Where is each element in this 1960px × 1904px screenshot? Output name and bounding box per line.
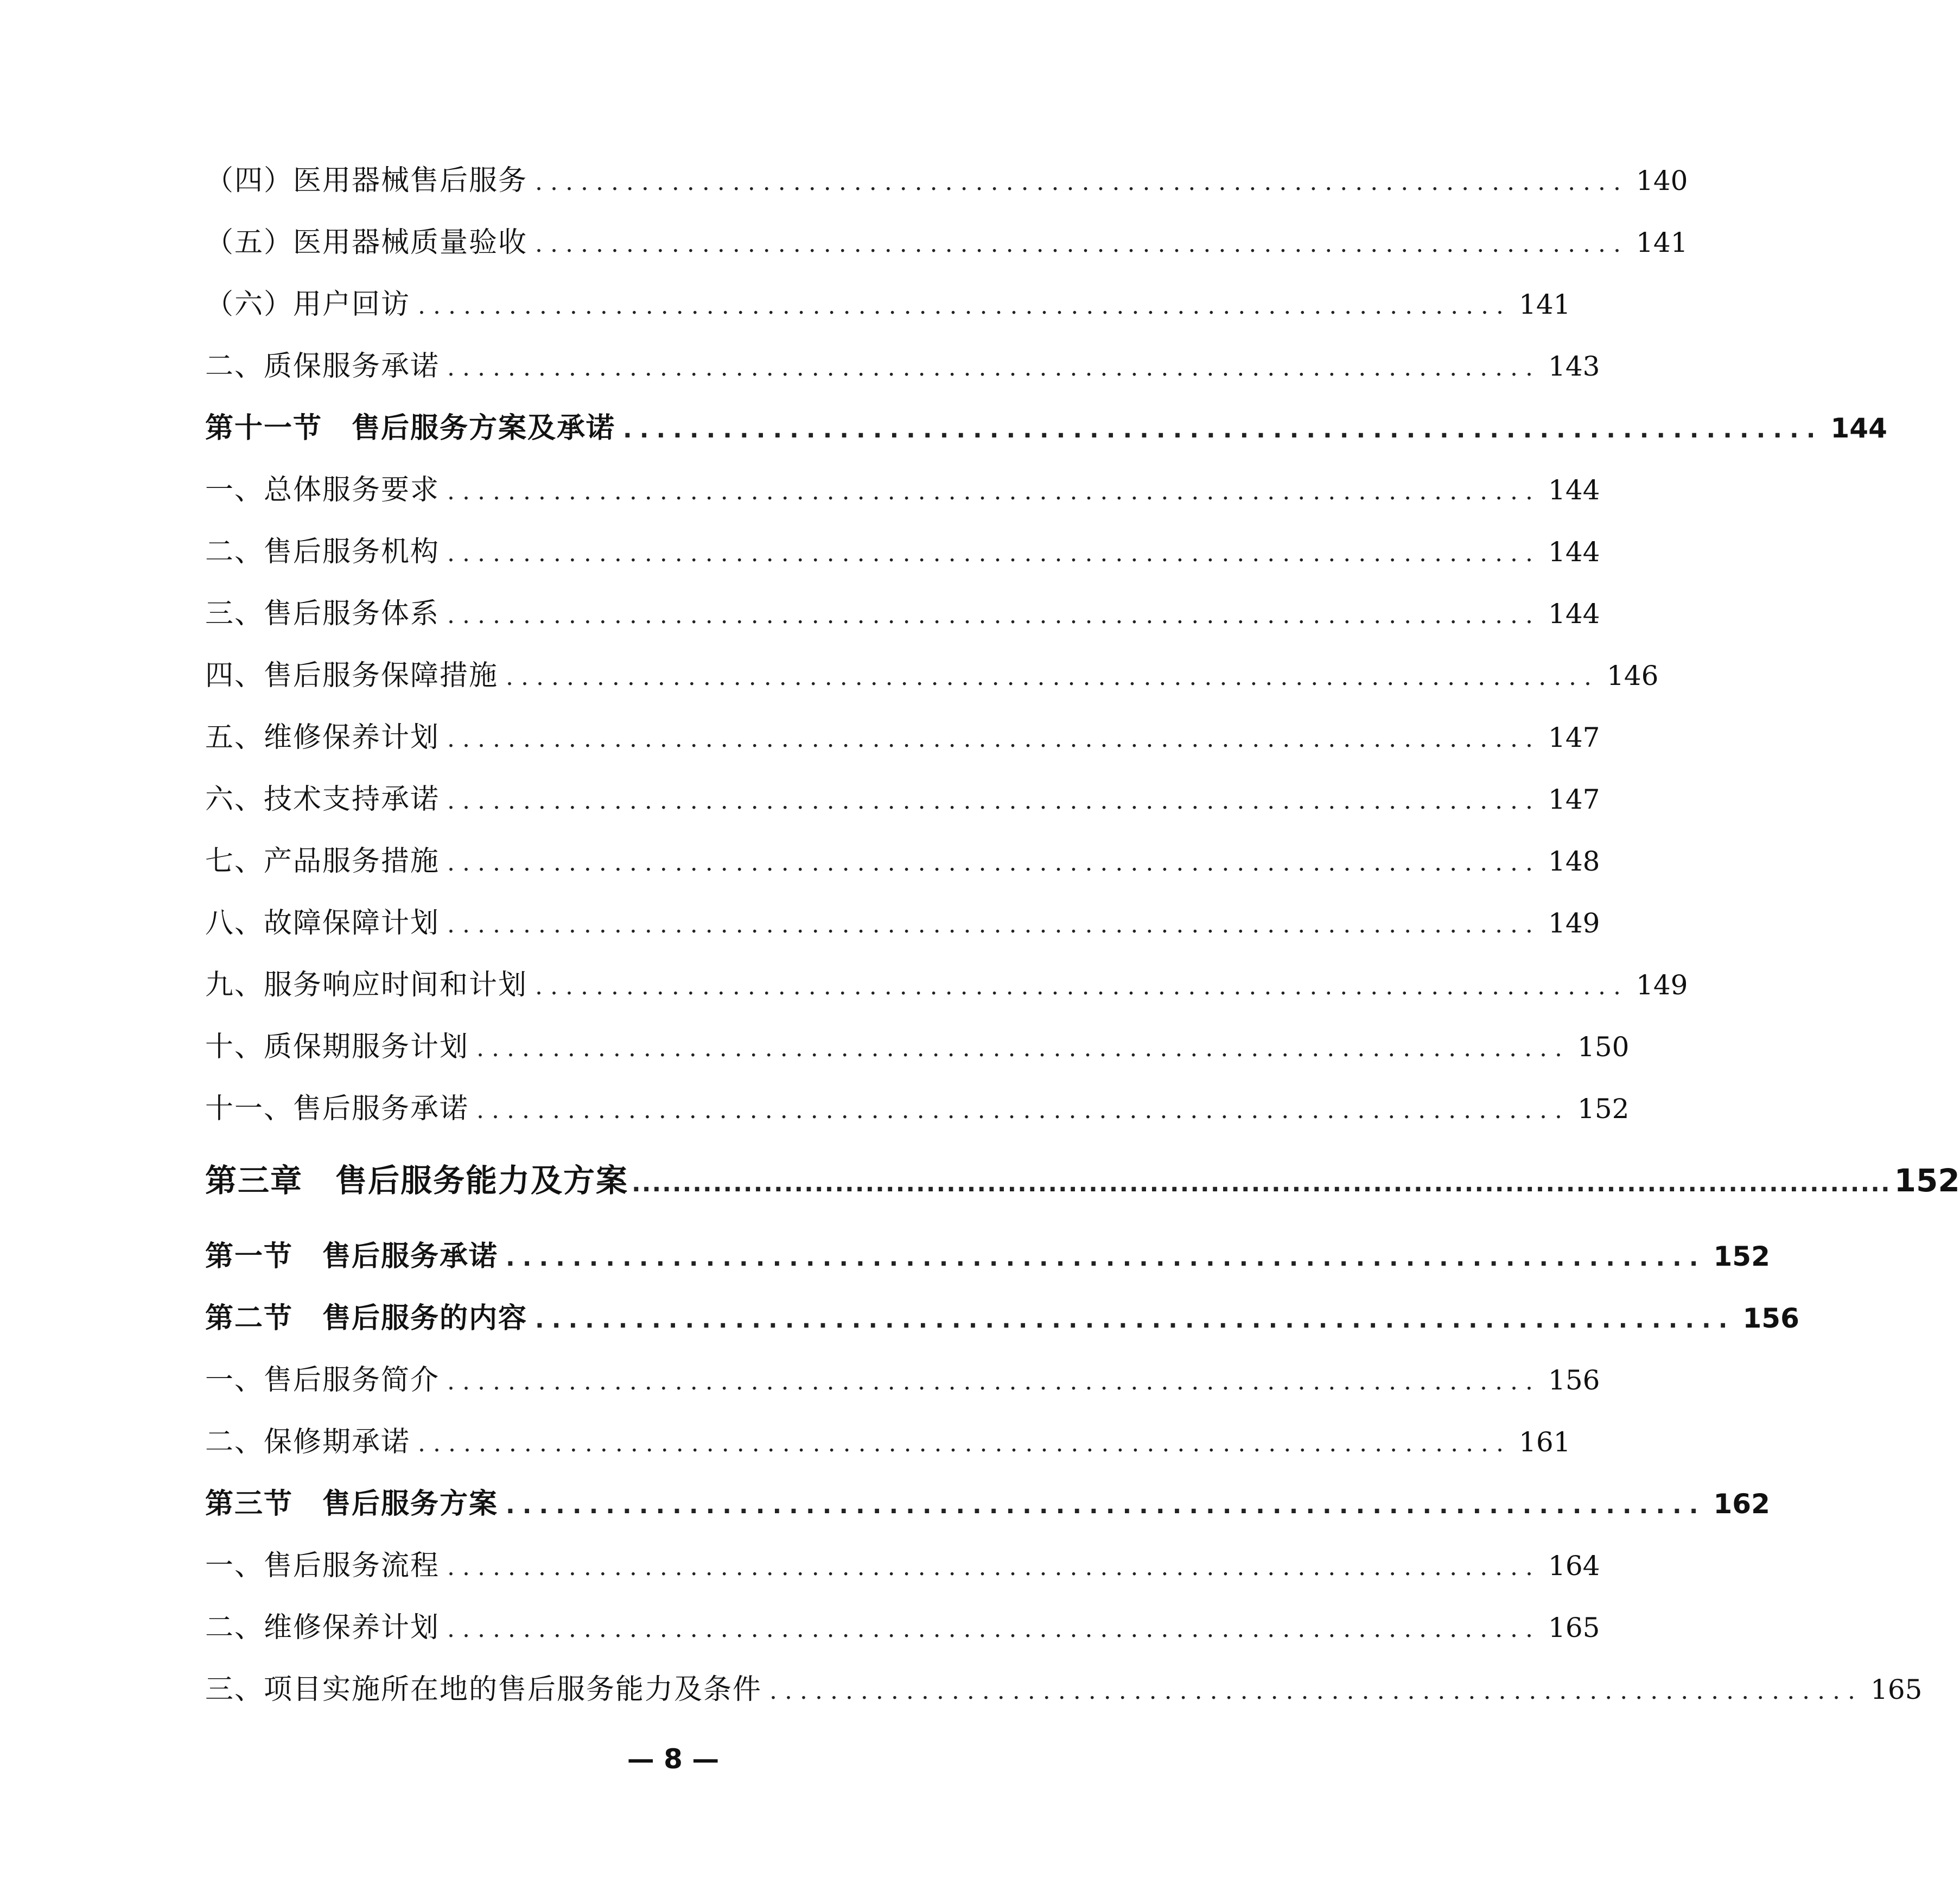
toc-entry-label: （四）医用器械售后服务 <box>205 164 528 197</box>
toc-entry-page: 156 <box>1548 1364 1600 1396</box>
toc-entry-page: 164 <box>1548 1550 1600 1582</box>
toc-entry-label: 七、产品服务措施 <box>205 845 440 878</box>
toc-entry-page: 165 <box>1548 1612 1600 1643</box>
toc-entry-label: （六）用户回访 <box>205 288 411 321</box>
toc-entry-label: 第一节 售后服务承诺 <box>205 1240 499 1273</box>
toc-entry[interactable] <box>205 281 1571 330</box>
dot-leader: ........................................................................ <box>447 540 1541 567</box>
toc-entry[interactable] <box>205 838 1600 887</box>
toc-entry-page: 144 <box>1548 536 1600 568</box>
toc-entry[interactable] <box>205 776 1600 825</box>
toc-entry-page: 165 <box>1870 1674 1923 1705</box>
toc-entry[interactable] <box>205 219 1688 268</box>
toc-entry[interactable] <box>205 343 1600 392</box>
toc-entry-page: 162 <box>1713 1488 1770 1520</box>
toc-entry-label: 第十一节 售后服务方案及承诺 <box>205 412 616 445</box>
dot-leader: ........................................................................ <box>418 292 1512 320</box>
toc-entry-page: 144 <box>1830 412 1887 444</box>
toc-entry-label: 一、售后服务流程 <box>205 1550 440 1582</box>
dot-leader: ........................................................................ <box>506 663 1600 691</box>
toc-entry-label: 十一、售后服务承诺 <box>205 1093 469 1125</box>
toc-entry-label: 九、服务响应时间和计划 <box>205 969 528 1001</box>
toc-entry-label: 二、质保服务承诺 <box>205 350 440 383</box>
toc-entry[interactable] <box>205 1419 1571 1468</box>
dot-leader: ........................................................................ <box>447 478 1541 505</box>
dot-leader: ........................................................................ <box>447 725 1541 753</box>
toc-entry-label: 二、维修保养计划 <box>205 1611 440 1644</box>
toc-section-entry[interactable] <box>205 1481 1770 1529</box>
toc-entry-label: 二、保修期承诺 <box>205 1426 411 1458</box>
toc-entry-label: 一、售后服务简介 <box>205 1364 440 1397</box>
toc-chapter-entry[interactable] <box>205 1155 1960 1204</box>
dot-leader: ........................................................................ <box>418 1430 1512 1457</box>
toc-entry[interactable] <box>205 652 1659 701</box>
dot-leader: ........................................................................ <box>476 1034 1570 1062</box>
dot-leader: ........................................................................ <box>447 1368 1541 1395</box>
toc-entry-page: 150 <box>1577 1031 1630 1063</box>
toc-entry[interactable] <box>205 900 1600 949</box>
toc-entry-page: 147 <box>1548 784 1600 815</box>
toc-entry[interactable] <box>205 962 1688 1011</box>
dot-leader: ........................................................................ <box>447 1553 1541 1581</box>
dot-leader: ........................................................................ <box>447 849 1541 877</box>
toc-entry-page: 148 <box>1548 846 1600 877</box>
toc-entry-label: 一、总体服务要求 <box>205 474 440 506</box>
toc-entry-page: 147 <box>1548 722 1600 753</box>
toc-entry-label: 三、项目实施所在地的售后服务能力及条件 <box>205 1673 762 1706</box>
dot-leader: ........................................................................ <box>535 973 1629 1000</box>
toc-entry-label: 八、故障保障计划 <box>205 907 440 940</box>
toc-entry[interactable] <box>205 1086 1630 1134</box>
dot-leader: ........................................................................ <box>535 1306 1735 1334</box>
toc-entry-label: （五）医用器械质量验收 <box>205 226 528 259</box>
toc-entry-page: 152 <box>1713 1241 1770 1272</box>
toc-entry-page: 149 <box>1548 907 1600 939</box>
toc-entry[interactable] <box>205 529 1600 577</box>
toc-entry-label: 二、售后服务机构 <box>205 536 440 568</box>
toc-entry[interactable] <box>205 467 1600 516</box>
toc-entry-label: 十、质保期服务计划 <box>205 1031 469 1063</box>
toc-entry-page: 140 <box>1636 165 1688 196</box>
toc-entry-page: 152 <box>1577 1093 1630 1125</box>
toc-entry-page: 146 <box>1607 660 1659 691</box>
toc-entry-page: 161 <box>1519 1426 1571 1458</box>
toc-entry-page: 144 <box>1548 598 1600 630</box>
dot-leader: ............................................................................................................................ <box>632 1170 1891 1197</box>
toc-entry-label: 第三节 售后服务方案 <box>205 1488 499 1520</box>
toc-section-entry[interactable] <box>205 1295 1799 1344</box>
dot-leader: ........................................................................ <box>623 416 1823 443</box>
toc-entry-page: 152 <box>1894 1162 1960 1199</box>
toc-entry[interactable] <box>205 1666 1923 1715</box>
toc-entry[interactable] <box>205 591 1600 639</box>
toc-entry[interactable] <box>205 157 1688 206</box>
toc-entry-page: 141 <box>1519 289 1571 320</box>
dot-leader: ........................................................................ <box>535 168 1629 196</box>
toc-entry-label: 六、技术支持承诺 <box>205 783 440 816</box>
toc-entry-page: 144 <box>1548 474 1600 506</box>
dot-leader: ........................................................................ <box>447 354 1541 382</box>
dot-leader: ........................................................................ <box>447 911 1541 938</box>
dot-leader: ........................................................................ <box>506 1492 1706 1519</box>
toc-entry-label: 第三章 售后服务能力及方案 <box>205 1162 629 1199</box>
toc-entry-page: 149 <box>1636 969 1688 1001</box>
toc-entry-page: 141 <box>1636 227 1688 258</box>
dot-leader: ........................................................................ <box>447 1615 1541 1643</box>
toc-entry[interactable] <box>205 1024 1630 1072</box>
dot-leader: ........................................................................ <box>476 1096 1570 1124</box>
dot-leader: ........................................................................ <box>447 601 1541 629</box>
toc-entry-page: 143 <box>1548 351 1600 382</box>
toc-entry[interactable] <box>205 1357 1600 1406</box>
dot-leader: ........................................................................ <box>447 787 1541 815</box>
toc-entry[interactable] <box>205 1604 1600 1653</box>
dot-leader: ........................................................................ <box>506 1244 1706 1272</box>
toc-entry-page: 156 <box>1742 1303 1799 1334</box>
toc-entry[interactable] <box>205 714 1600 763</box>
toc-entry-label: 五、维修保养计划 <box>205 721 440 754</box>
toc-section-entry[interactable] <box>205 405 1887 454</box>
toc-entry-label: 三、售后服务体系 <box>205 598 440 630</box>
dot-leader: ........................................................................ <box>535 230 1629 258</box>
toc-entry-label: 第二节 售后服务的内容 <box>205 1302 528 1335</box>
page-number: — 8 — <box>627 1743 720 1775</box>
toc-section-entry[interactable] <box>205 1233 1770 1282</box>
toc-entry[interactable] <box>205 1543 1600 1591</box>
dot-leader: ........................................................................ <box>769 1677 1863 1705</box>
toc-entry-label: 四、售后服务保障措施 <box>205 659 499 692</box>
